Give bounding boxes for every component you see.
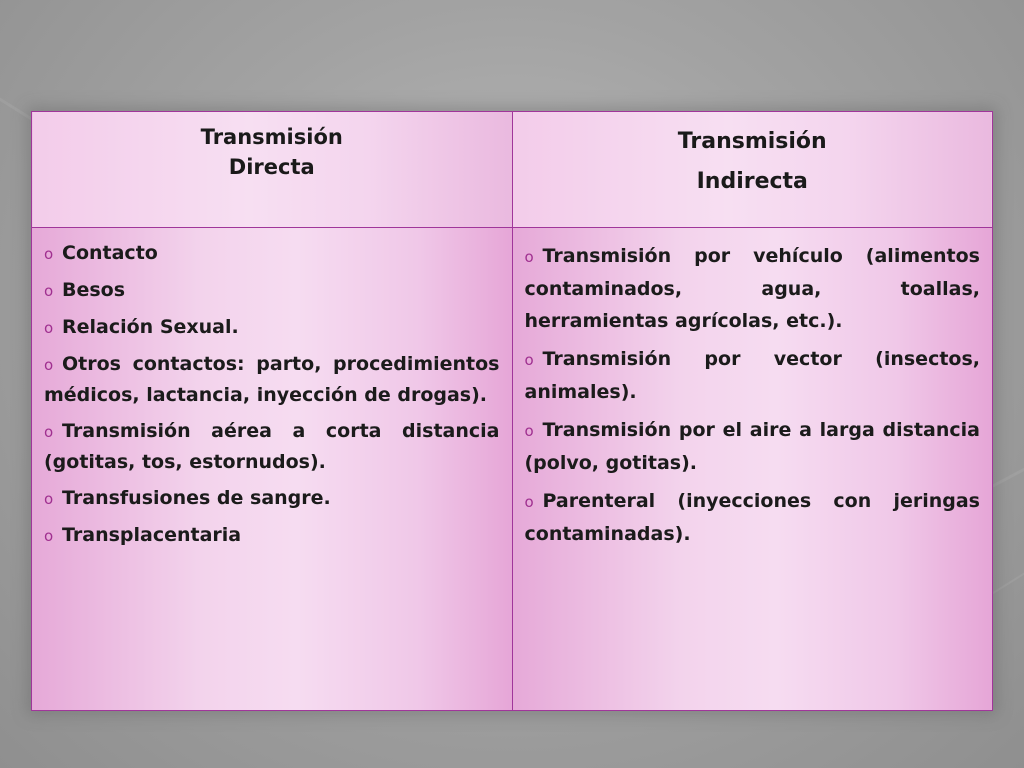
bullet-icon: o <box>44 245 54 263</box>
header-direct-line1: Transmisión <box>200 125 343 149</box>
bullet-icon: o <box>524 351 534 369</box>
list-item-text: Transmisión por el aire a larga distancia (polvo, gotitas). <box>524 419 980 474</box>
indirect-column <box>512 228 993 711</box>
table-header-row <box>32 112 993 228</box>
list-item-text: Otros contactos: parto, procedimientos médicos, lactancia, inyección de drogas). <box>44 353 500 406</box>
direct-list <box>32 228 512 551</box>
bullet-icon: o <box>524 493 534 511</box>
bullet-icon: o <box>44 356 54 374</box>
bullet-icon: o <box>44 319 54 337</box>
list-item-text: Parenteral (inyecciones con jeringas contaminadas). <box>524 490 980 545</box>
list-item <box>525 240 981 337</box>
list-item-text: Transplacentaria <box>62 524 242 546</box>
list-item <box>44 349 500 410</box>
list-item <box>525 485 981 550</box>
direct-column <box>32 228 513 711</box>
list-item <box>525 343 981 408</box>
list-item-text: Transmisión aérea a corta distancia (gotitas, tos, estornudos). <box>44 420 500 473</box>
list-item-text: Transmisión por vehículo (alimentos contaminados, agua, toallas, herramientas agrícolas, etc.). <box>524 245 980 332</box>
header-direct <box>32 112 513 228</box>
indirect-list <box>513 228 993 550</box>
list-item-text: Transmisión por vector (insectos, animales). <box>524 348 980 403</box>
list-item <box>44 312 500 343</box>
header-direct-line2: Directa <box>228 155 315 179</box>
list-item <box>44 275 500 306</box>
list-item <box>44 416 500 477</box>
bullet-icon: o <box>44 282 54 300</box>
bullet-icon: o <box>44 527 54 545</box>
bullet-icon: o <box>524 422 534 440</box>
bullet-icon: o <box>44 423 54 441</box>
table-body-row <box>32 228 993 711</box>
comparison-table <box>31 111 993 711</box>
list-item-text: Besos <box>62 279 126 301</box>
list-item <box>44 238 500 269</box>
list-item <box>525 414 981 479</box>
list-item <box>44 520 500 551</box>
list-item-text: Relación Sexual. <box>62 316 239 338</box>
header-indirect-line2: Indirecta <box>696 169 808 194</box>
header-indirect <box>512 112 993 228</box>
list-item <box>44 483 500 514</box>
header-indirect-line1: Transmisión <box>677 129 827 154</box>
list-item-text: Contacto <box>62 242 158 264</box>
bullet-icon: o <box>524 248 534 266</box>
list-item-text: Transfusiones de sangre. <box>62 487 331 509</box>
bullet-icon: o <box>44 490 54 508</box>
